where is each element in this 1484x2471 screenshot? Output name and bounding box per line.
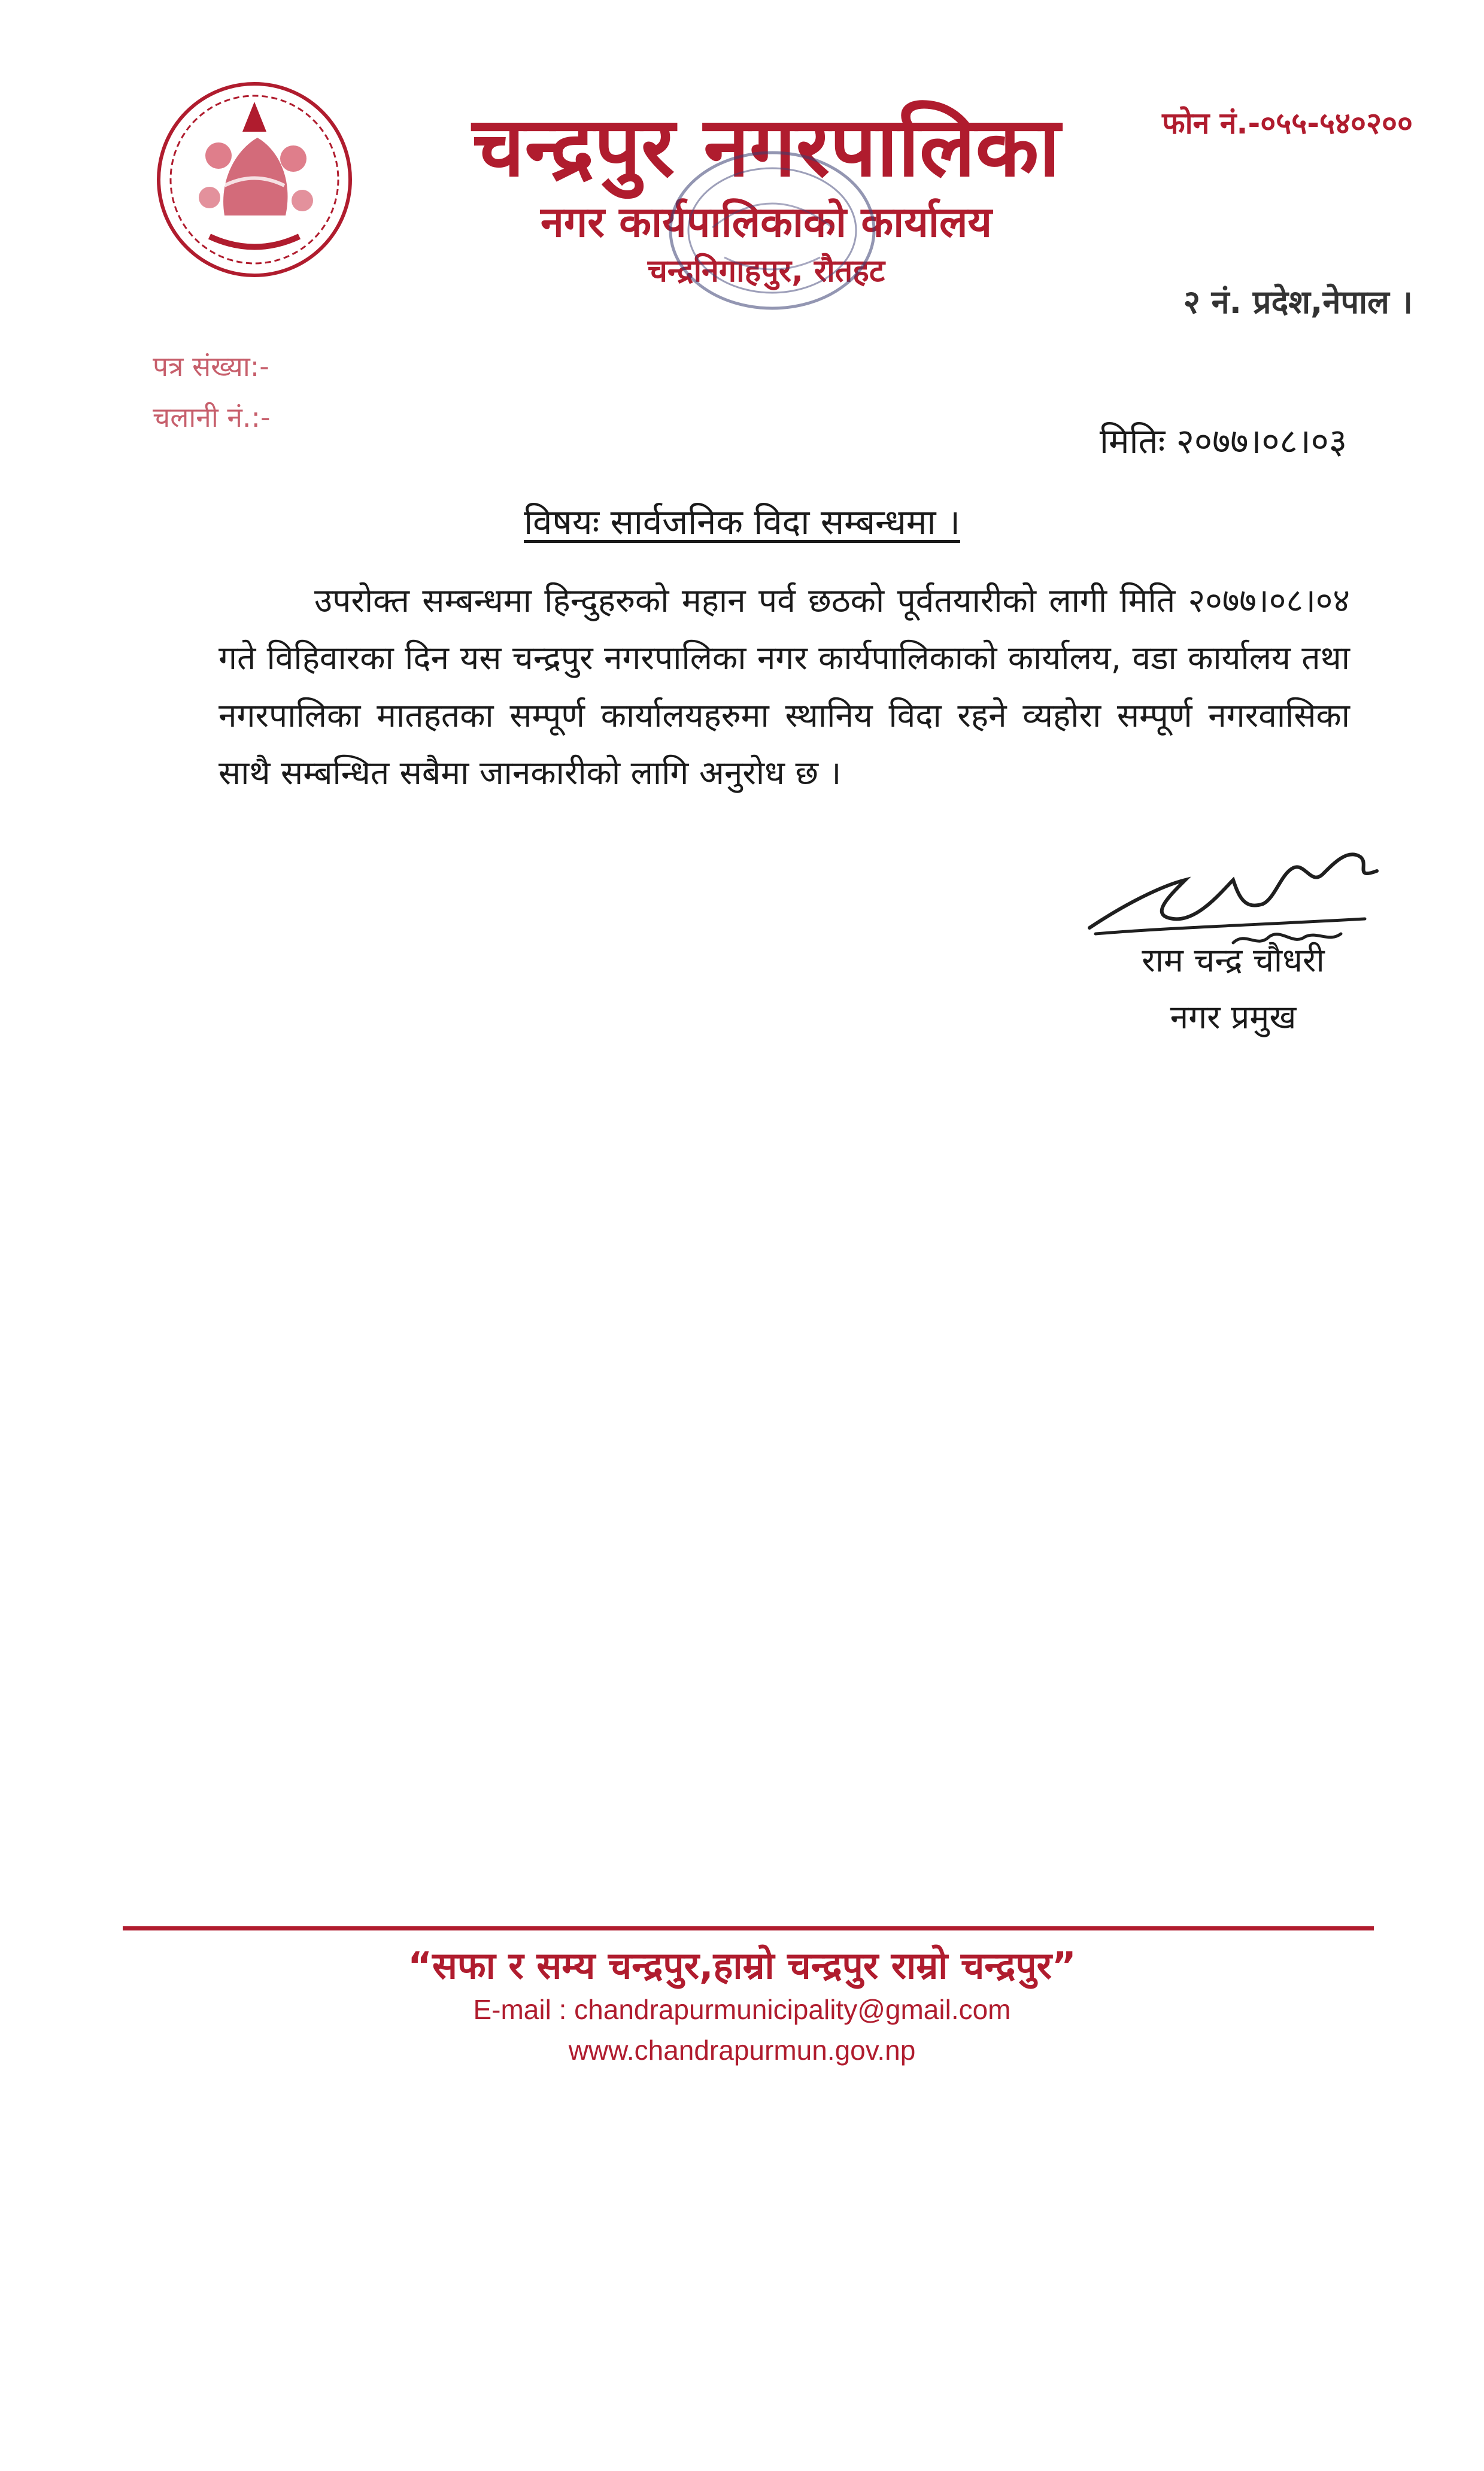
letter-date: मितिः २०७७।०८।०३ — [1099, 421, 1347, 462]
footer-email[interactable]: E-mail : chandrapurmunicipality@gmail.com — [473, 1994, 1011, 2025]
office-stamp-icon — [658, 144, 886, 317]
letter-body — [218, 572, 1350, 802]
province-label: २ नं. प्रदेश,नेपाल । — [1183, 283, 1413, 321]
municipality-title: चन्द्रपुर नगरपालिका — [472, 99, 1061, 195]
letter-body-text: उपरोक्त सम्बन्धमा हिन्दुहरुको महान पर्व छठको पूर्वतयारीको लागी मिति २०७७।०८।०४ गते विहिवारका दिन यस चन्द्रपुर नगरपालिका नगर कार्यपालिकाको कार्यालय, वडा कार्यालय तथा नगरपालिका मातहतका सम्पूर्ण कार्यालयहरुमा स्थानिय विदा रहने व्यहोरा सम्पूर्ण नगरवासिका साथै सम्बन्धित सबैमा जानकारीको लागि अनुरोध छ । — [218, 581, 1350, 792]
letter-number-label: पत्र संख्या:- — [153, 350, 269, 383]
footer-divider — [123, 1926, 1374, 1930]
signatory-name: राम चन्द्र चौधरी — [1142, 941, 1325, 979]
office-subtitle: नगर कार्यपालिकाको कार्यालय — [540, 198, 993, 247]
letter-subject-text: विषयः सार्वजनिक विदा सम्बन्धमा । — [524, 502, 960, 542]
footer-website[interactable]: www.chandrapurmun.gov.np — [568, 2035, 916, 2066]
footer-slogan: “सफा र सम्य चन्द्रपुर,हाम्रो चन्द्रपुर राम्रो चन्द्रपुर” — [408, 1944, 1076, 1987]
letter-subject — [0, 497, 1484, 544]
phone-number: फोन नं.-०५५-५४०२०० — [1162, 106, 1413, 141]
office-address: चन्द्रनिगाहपुर, रौतहट — [647, 253, 885, 289]
dispatch-number-label: चलानी नं.:- — [153, 401, 271, 433]
nepal-emblem-icon — [153, 78, 356, 281]
signatory-title: नगर प्रमुख — [1170, 998, 1297, 1036]
